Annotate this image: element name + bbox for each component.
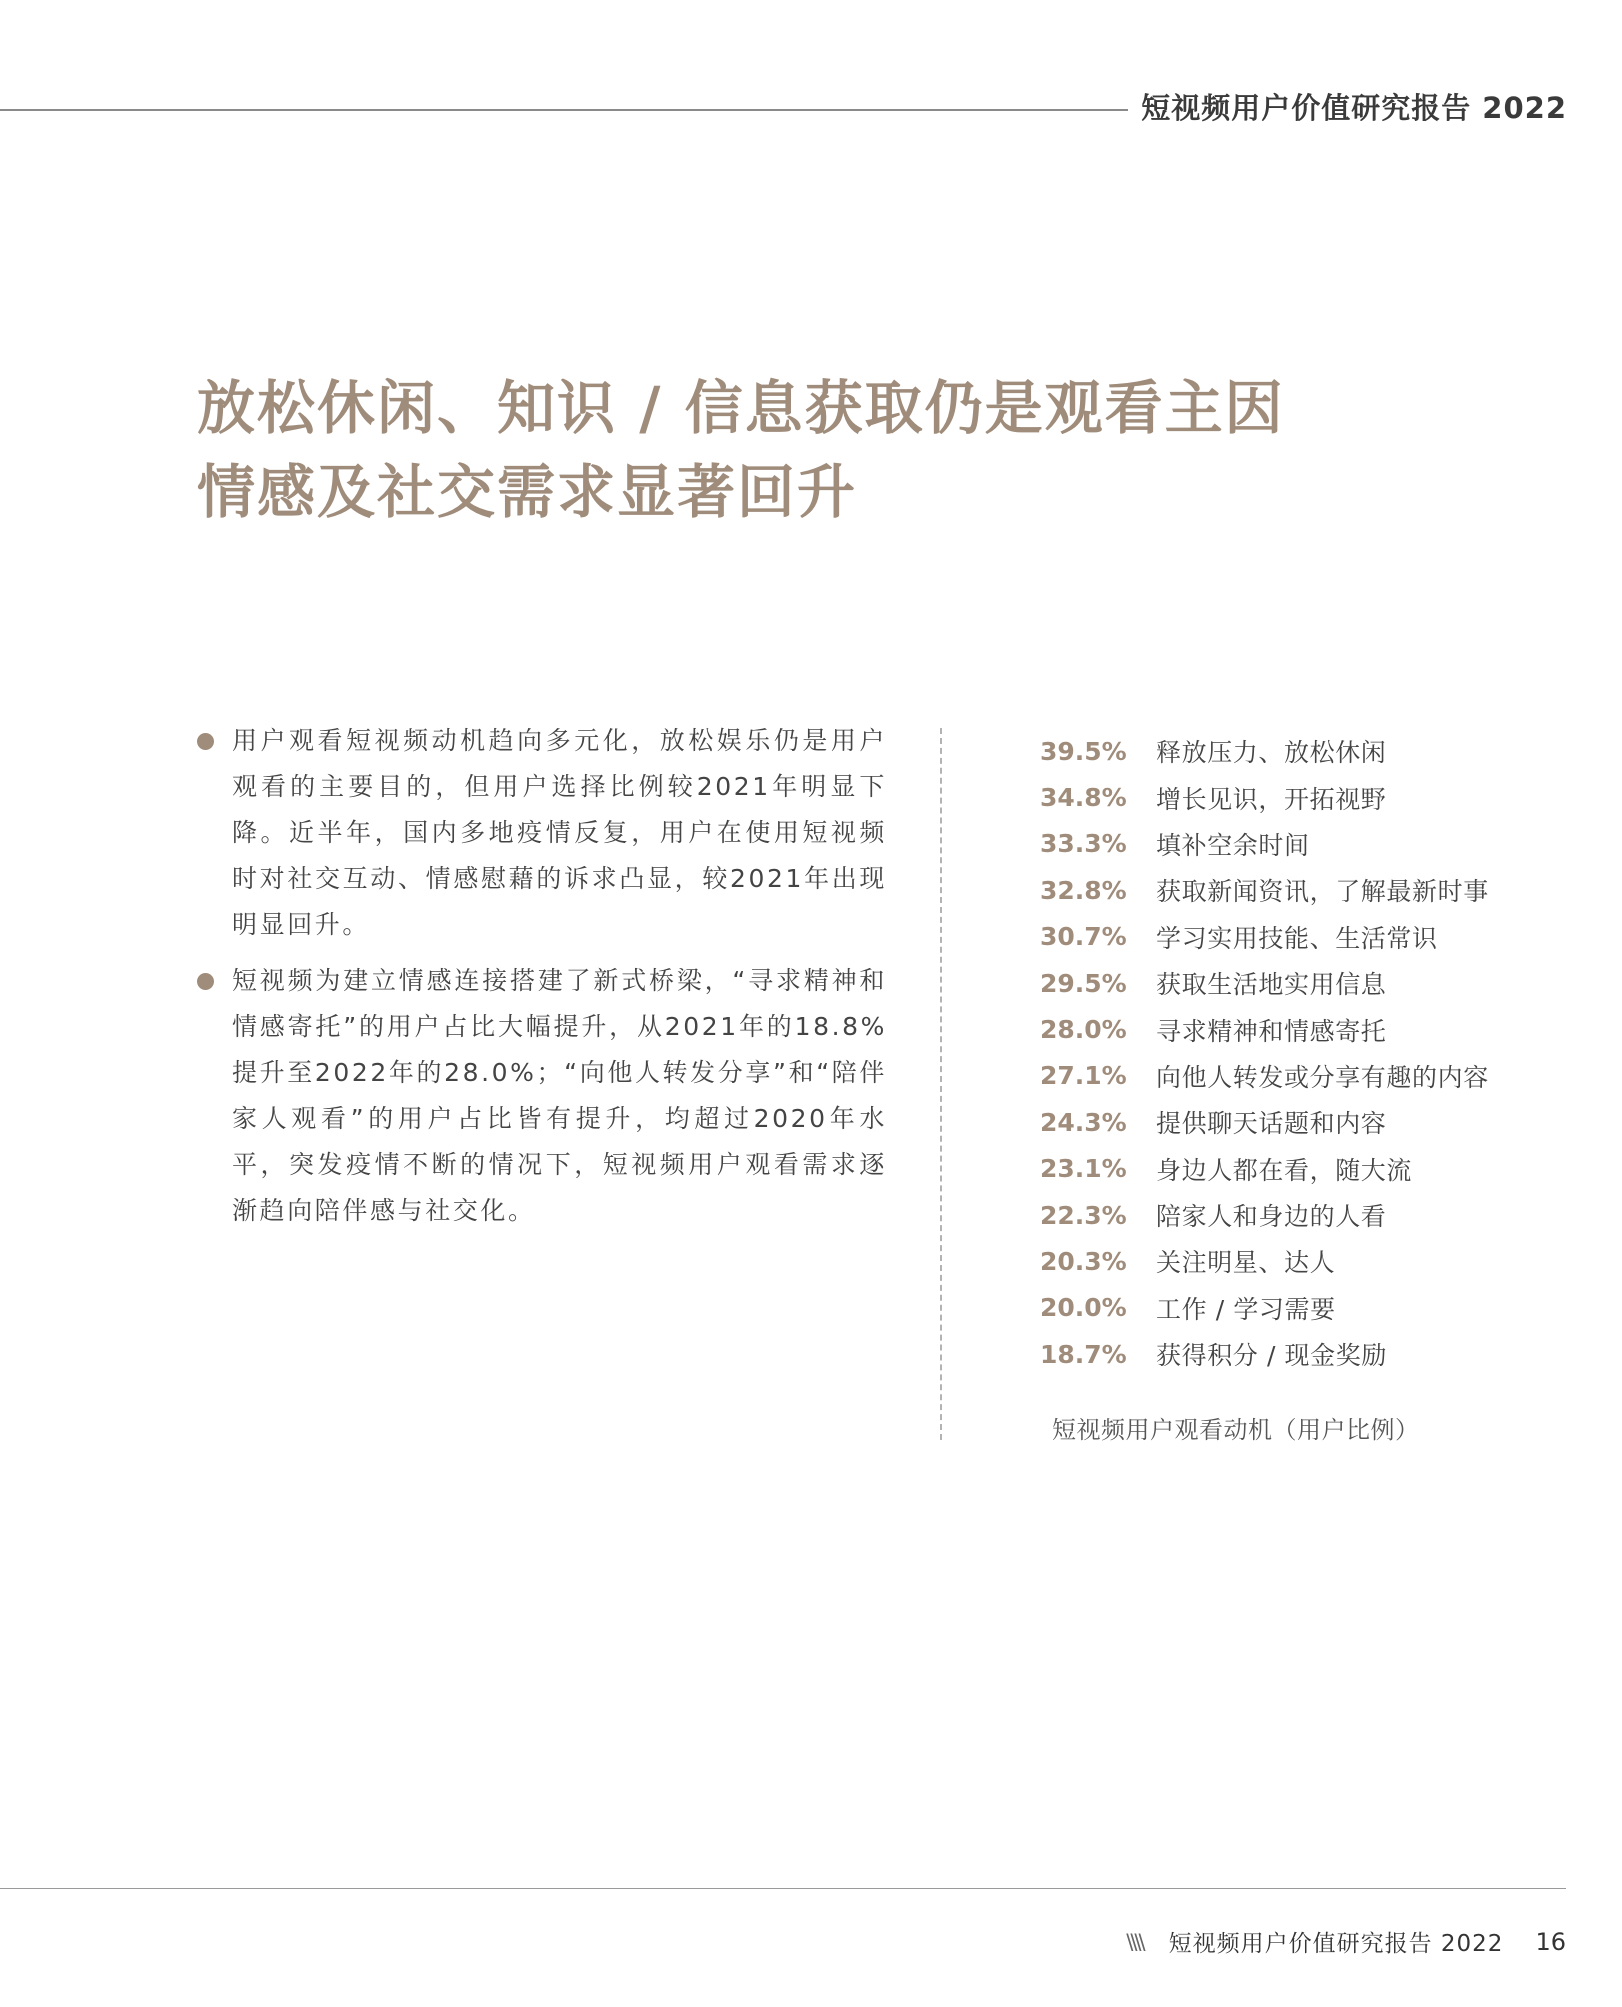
- motivation-row: [1040, 728, 1600, 774]
- motivation-row: [1040, 1146, 1600, 1192]
- bullet-item: [197, 718, 887, 948]
- footer-title: 短视频用户价值研究报告 2022: [1168, 1931, 1504, 1957]
- motivation-row: [1040, 1053, 1600, 1099]
- footer-rule: [0, 1888, 1566, 1889]
- bullet-dot-icon: [197, 973, 214, 990]
- header-title: 短视频用户价值研究报告 2022: [1141, 91, 1567, 125]
- motivation-label: 增长见识，开拓视野: [1156, 784, 1387, 814]
- motivation-row: [1040, 1331, 1600, 1377]
- motivation-label: 身边人都在看，随大流: [1156, 1155, 1413, 1185]
- motivation-label: 陪家人和身边的人看: [1156, 1202, 1387, 1232]
- motivation-value: 22.3%: [1040, 1200, 1127, 1230]
- motivation-row: [1040, 1192, 1600, 1238]
- page-number: 16: [1535, 1927, 1566, 1956]
- page-footer: [1126, 1925, 1566, 1958]
- motivation-value: 18.7%: [1040, 1339, 1127, 1369]
- motivation-row: [1040, 867, 1600, 913]
- motivation-value: 20.3%: [1040, 1246, 1127, 1276]
- motivation-label: 获得积分 / 现金奖励: [1156, 1341, 1387, 1371]
- headline-line-2: 情感及社交需求显著回升: [197, 458, 858, 526]
- motivation-value: 29.5%: [1040, 968, 1127, 998]
- motivation-value: 28.0%: [1040, 1015, 1127, 1045]
- motivation-value: 23.1%: [1040, 1154, 1127, 1184]
- motivation-list: [1040, 728, 1600, 1377]
- motivation-label: 向他人转发或分享有趣的内容: [1156, 1062, 1489, 1092]
- motivation-label: 学习实用技能、生活常识: [1156, 923, 1438, 953]
- headline-line-1: 放松休闲、知识 / 信息获取仍是观看主因: [197, 374, 1285, 442]
- header-rule: [0, 109, 1128, 111]
- motivation-row: [1040, 821, 1600, 867]
- bullet-text: 用户观看短视频动机趋向多元化，放松娱乐仍是用户观看的主要目的，但用户选择比例较2021年明显下降。近半年，国内多地疫情反复，用户在使用短视频时对社交互动、情感慰藉的诉求凸显，较2021年出现明显回升。: [232, 726, 887, 939]
- motivation-row: [1040, 1099, 1600, 1145]
- motivation-value: 32.8%: [1040, 875, 1127, 905]
- motivation-value: 20.0%: [1040, 1293, 1127, 1323]
- motivation-label: 获取新闻资讯，了解最新时事: [1156, 877, 1489, 907]
- bullet-list: [197, 718, 887, 1244]
- slashes-icon: \\\\: [1126, 1929, 1143, 1954]
- motivation-label: 工作 / 学习需要: [1156, 1294, 1336, 1324]
- motivation-row: [1040, 1285, 1600, 1331]
- motivation-label: 释放压力、放松休闲: [1156, 738, 1387, 768]
- bullet-dot-icon: [197, 733, 214, 750]
- motivation-row: [1040, 1238, 1600, 1284]
- motivation-value: 33.3%: [1040, 829, 1127, 859]
- motivation-row: [1040, 774, 1600, 820]
- motivation-row: [1040, 960, 1600, 1006]
- motivation-label: 获取生活地实用信息: [1156, 970, 1387, 1000]
- bullet-text: 短视频为建立情感连接搭建了新式桥梁，“寻求精神和情感寄托”的用户占比大幅提升，从2021年的18.8%提升至2022年的28.0%；“向他人转发分享”和“陪伴家人观看”的用户占比皆有提升，均超过2020年水平，突发疫情不断的情况下，短视频用户观看需求逐渐趋向陪伴感与社交化。: [232, 966, 887, 1225]
- motivation-value: 30.7%: [1040, 922, 1127, 952]
- motivation-label: 寻求精神和情感寄托: [1156, 1016, 1387, 1046]
- motivation-value: 24.3%: [1040, 1107, 1127, 1137]
- motivation-value: 27.1%: [1040, 1061, 1127, 1091]
- motivation-label: 提供聊天话题和内容: [1156, 1109, 1387, 1139]
- motivation-label: 填补空余时间: [1156, 830, 1310, 860]
- motivation-value: 34.8%: [1040, 783, 1127, 813]
- bullet-item: [197, 958, 887, 1234]
- chart-caption: 短视频用户观看动机（用户比例）: [1052, 1416, 1420, 1444]
- page-headline: [197, 366, 1347, 534]
- dashed-divider: [940, 728, 942, 1440]
- motivation-value: 39.5%: [1040, 736, 1127, 766]
- motivation-row: [1040, 1006, 1600, 1052]
- motivation-label: 关注明星、达人: [1156, 1248, 1336, 1278]
- motivation-row: [1040, 914, 1600, 960]
